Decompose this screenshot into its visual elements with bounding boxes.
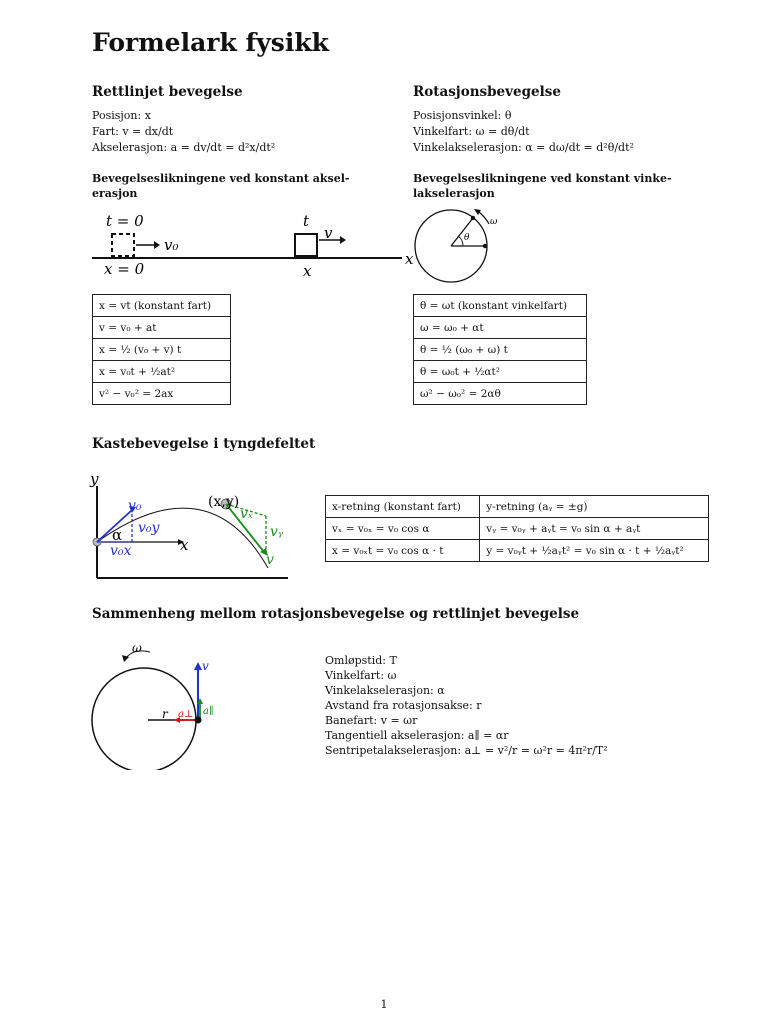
linear-eq-1: x = vt (konstant fart) [93, 295, 231, 317]
rotation-heading: Rotasjonsbevegelse [413, 84, 561, 100]
relation-line: Avstand fra rotasjonsakse: r [325, 699, 482, 712]
label-v0x: v₀x [110, 543, 132, 559]
relation-heading: Sammenheng mellom rotasjonsbevegelse og rettlinjet bevegelse [92, 606, 580, 622]
initial-velocity-arrowhead [154, 241, 160, 249]
label-v0: v₀ [164, 236, 179, 254]
relation-line: Sentripetalakselerasjon: a⊥ = v²/r = ω²r = 4π²r/T² [325, 744, 608, 757]
projectile-cell: y = v₀ᵧt + ½aᵧt² = v₀ sin α · t + ½aᵧt² [480, 540, 709, 562]
rotation-eq-3: θ = ½ (ω₀ + ω) t [414, 339, 587, 361]
label-omega: ω [132, 641, 142, 655]
projectile-cell: vᵧ = v₀ᵧ + aᵧt = v₀ sin α + aᵧt [480, 518, 709, 540]
omega-arc [479, 212, 489, 224]
label-theta: θ [464, 233, 470, 243]
linear-line-acceleration: Akselerasjon: a = dv/dt = d²x/dt² [92, 141, 276, 154]
projectile-cell: x = v₀ₓt = v₀ cos α · t [326, 540, 480, 562]
label-a-perp: a⊥ [178, 709, 194, 720]
label-v: v [324, 224, 333, 242]
relation-diagram [90, 640, 220, 770]
projectile-heading: Kastebevegelse i tyngdefeltet [92, 436, 316, 452]
linear-eq-5: v² − v₀² = 2ax [93, 383, 231, 405]
linear-heading: Rettlinjet bevegelse [92, 84, 243, 100]
label-v0y: v₀y [138, 520, 160, 536]
label-x: x [405, 250, 414, 268]
rotation-subheading: Bevegelseslikningene ved konstant vinke-lakselerasjon [413, 172, 672, 200]
table-row [93, 383, 231, 405]
label-omega: ω [490, 217, 498, 227]
point-on-circle [195, 717, 202, 724]
initial-box [112, 234, 134, 256]
linear-definitions [92, 108, 275, 156]
table-row [93, 295, 231, 317]
relation-line: Tangentiell akselerasjon: a∥ = αr [325, 729, 509, 742]
relation-line: Vinkelakselerasjon: α [325, 684, 445, 697]
rotation-eq-2: ω = ω₀ + αt [414, 317, 587, 339]
table-row [326, 518, 709, 540]
linear-line-velocity: Fart: v = dx/dt [92, 125, 174, 138]
label-v: v [266, 552, 274, 568]
table-row [414, 295, 587, 317]
label-x: x [180, 536, 189, 554]
final-box [295, 234, 317, 256]
label-v0: v₀ [128, 498, 142, 514]
label-t0: t = 0 [106, 212, 144, 230]
label-x0: x = 0 [104, 260, 145, 278]
label-alpha: α [112, 526, 123, 544]
relation-line: Banefart: v = ωr [325, 714, 418, 727]
label-v: v [202, 659, 209, 673]
omega-arrowhead [474, 209, 481, 215]
linear-eq-4: x = v₀t + ½at² [93, 361, 231, 383]
table-row [414, 317, 587, 339]
table-row [326, 540, 709, 562]
v-arrowhead [194, 662, 202, 670]
label-a-par: a∥ [203, 706, 214, 717]
projectile-table [325, 495, 709, 562]
label-t: t [303, 212, 310, 230]
table-row [93, 339, 231, 361]
relation-line: Omløpstid: T [325, 654, 397, 667]
projectile-header-x: x-retning (konstant fart) [326, 496, 480, 518]
linear-eq-2: v = v₀ + at [93, 317, 231, 339]
label-vy: vᵧ [270, 524, 284, 540]
rotation-eq-4: θ = ω₀t + ½αt² [414, 361, 587, 383]
table-row [93, 361, 231, 383]
projectile-cell: vₓ = v₀ₓ = v₀ cos α [326, 518, 480, 540]
relation-line: Vinkelfart: ω [325, 669, 397, 682]
page-number: 1 [380, 998, 388, 1011]
linear-equations-table [92, 294, 231, 405]
rotation-line-angular-acceleration: Vinkelakselerasjon: α = dω/dt = d²θ/dt² [413, 141, 634, 154]
projectile-diagram [88, 468, 293, 584]
linear-line-position: Posisjon: x [92, 109, 151, 122]
rotation-eq-5: ω² − ω₀² = 2αθ [414, 383, 587, 405]
rotation-eq-1: θ = ωt (konstant vinkelfart) [414, 295, 587, 317]
label-point-xy: (x,y) [208, 494, 240, 510]
rotation-line-angular-velocity: Vinkelfart: ω = dθ/dt [413, 125, 530, 138]
rotation-definitions [413, 108, 634, 156]
point-reference [483, 244, 487, 248]
relation-definitions [325, 653, 608, 758]
page-title: Formelark fysikk [92, 28, 329, 57]
label-vx: vₓ [240, 506, 253, 522]
rotation-equations-table [413, 294, 587, 405]
point-on-circle [471, 216, 475, 220]
table-row [414, 361, 587, 383]
projectile-header-y: y-retning (aᵧ = ±g) [480, 496, 709, 518]
table-row [93, 317, 231, 339]
label-x: x [303, 262, 312, 280]
table-header-row [326, 496, 709, 518]
theta-arc [458, 236, 463, 246]
rotation-diagram [405, 202, 515, 288]
table-row [414, 339, 587, 361]
label-r: r [162, 707, 168, 721]
label-y: y [90, 470, 99, 488]
linear-eq-3: x = ½ (v₀ + v) t [93, 339, 231, 361]
linear-subheading: Bevegelseslikningene ved konstant aksel-erasjon [92, 172, 350, 200]
linear-motion-diagram [92, 208, 412, 284]
rotation-line-angle: Posisjonsvinkel: θ [413, 109, 512, 122]
final-velocity-arrowhead [340, 236, 346, 244]
table-row [414, 383, 587, 405]
